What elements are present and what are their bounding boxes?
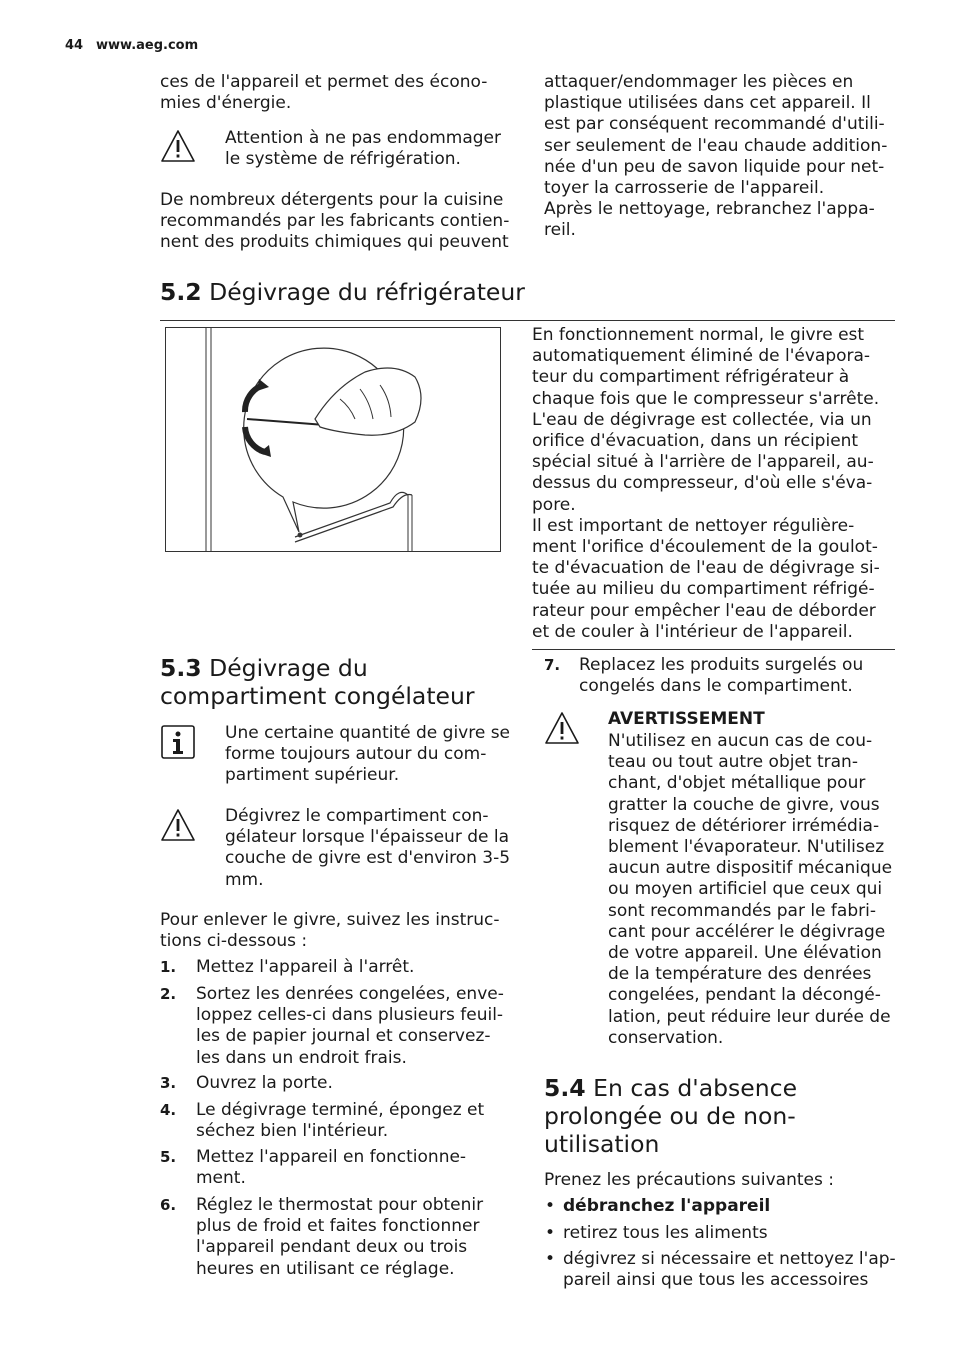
- bullet-text: dégivrez si nécessaire et nettoyez l'ap- pareil ainsi que tous les accessoires: [563, 1249, 896, 1291]
- warning-icon: [160, 807, 196, 843]
- step-number: 1.: [160, 958, 177, 976]
- warning-icon: [544, 710, 580, 746]
- step-number: 4.: [160, 1101, 177, 1119]
- warning-defrost-text: Dégivrez le compartiment con- gélateur lorsque l'épaisseur de la couche de givre est d'environ 3-5 mm.: [225, 806, 511, 890]
- bullet: •: [545, 1196, 556, 1216]
- precautions-intro: Prenez les précautions suivantes :: [544, 1170, 834, 1190]
- step-text: Ouvrez la porte.: [196, 1073, 333, 1093]
- detergent-paragraph: De nombreux détergents pour la cuisine recommandés par les fabricants contien- nent des produits chimiques qui peuvent: [160, 190, 510, 253]
- step-text: Réglez le thermostat pour obtenir plus de froid et faites fonctionner l'appareil pendant deux ou trois heures en utilisant ce réglage.: [196, 1195, 484, 1279]
- steps-intro: Pour enlever le givre, suivez les instruc- tions ci-dessous :: [160, 910, 500, 952]
- section-5-3-heading: [160, 654, 520, 710]
- step-text: Mettez l'appareil à l'arrêt.: [196, 957, 415, 977]
- step-text: Replacez les produits surgelés ou congelés dans le compartiment.: [579, 655, 864, 697]
- section-title: En cas d'absence prolongée ou de non- utilisation: [544, 1074, 798, 1158]
- section-5-2-text: En fonctionnement normal, le givre est automatiquement éliminé de l'évapora- teur du compartiment réfrigérateur à chaque fois que le compresseur s'arrête. L'eau de dégivrage est collectée, via un orifice d'évacuation, dans un récipient spécial situé à l'arrière de l'appareil, au- dessus du compresseur, d'où elle s'éva- pore. Il est important de nettoyer régulière- ment l'orifice d'écoulement de la goulot- te d'évacuation de l'eau de dégivrage si- tuée au milieu du compartiment réfrigé- rateur pour empêcher l'eau de déborder et de couler à l'intérieur de l'appareil.: [532, 325, 880, 642]
- info-frost-text: Une certaine quantité de givre se forme toujours autour du com- partiment supérieur.: [225, 723, 511, 786]
- page-number: 44: [65, 38, 84, 53]
- bullet-text: retirez tous les aliments: [563, 1223, 768, 1243]
- warning-text: N'utilisez en aucun cas de cou- teau ou tout autre objet tran- chant, d'objet métallique pour gratter la couche de givre, vous risquez de détériorer irrémédia- blement l'évaporateur. N'utilisez aucun autre dispositif mécanique ou moyen artificiel que ceux qui sont recommandés par le fabri- cant pour accélérer le dégivrage de votre appareil. Une élévation de la température des denrées congelées, pendant la décongé- lation, peut réduire leur durée de conservation.: [608, 731, 893, 1048]
- section-5-2-heading: [160, 278, 760, 306]
- step-number: 5.: [160, 1148, 177, 1166]
- intro-paragraph: ces de l'appareil et permet des écono- mies d'énergie.: [160, 72, 488, 114]
- step-text: Le dégivrage terminé, épongez et séchez bien l'intérieur.: [196, 1100, 485, 1142]
- cleaning-paragraph: attaquer/endommager les pièces en plastique utilisées dans cet appareil. Il est par conséquent recommandé d'utili- ser seulement de l'eau chaude addition- née d'un peu de savon liquide pour net- toyer la carrosserie de l'appareil. Après le nettoyage, rebranchez l'appa- reil.: [544, 72, 888, 241]
- section-divider: [532, 649, 895, 650]
- section-number: 5.4: [544, 1074, 586, 1102]
- section-5-4-heading: [544, 1074, 904, 1158]
- section-number: 5.3: [160, 654, 202, 682]
- site-url: www.aeg.com: [96, 38, 199, 53]
- step-number: 6.: [160, 1196, 177, 1214]
- info-icon: [160, 724, 196, 760]
- section-number: 5.2: [160, 278, 202, 306]
- section-divider: [160, 320, 895, 321]
- section-title: Dégivrage du réfrigérateur: [201, 278, 525, 306]
- warning-icon: [160, 128, 196, 164]
- warning-refrigeration-text: Attention à ne pas endommager le système de réfrigération.: [225, 128, 501, 170]
- bullet-text: débranchez l'appareil: [563, 1196, 771, 1216]
- bullet: •: [545, 1249, 556, 1269]
- bullet: •: [545, 1223, 556, 1243]
- section-title: Dégivrage du compartiment congélateur: [160, 654, 475, 710]
- step-text: Mettez l'appareil en fonctionne- ment.: [196, 1147, 467, 1189]
- step-number: 3.: [160, 1074, 177, 1092]
- step-text: Sortez les denrées congelées, enve- loppez celles-ci dans plusieurs feuil- les de papier journal et conservez- les dans un endroit frais.: [196, 984, 504, 1068]
- warning-title: AVERTISSEMENT: [608, 709, 765, 729]
- step-number: 2.: [160, 985, 177, 1003]
- defrost-drain-illustration: [165, 327, 501, 552]
- step-number: 7.: [544, 656, 561, 674]
- list-item: [160, 1195, 520, 1279]
- list-item: [160, 984, 520, 1068]
- list-item: [545, 1249, 905, 1313]
